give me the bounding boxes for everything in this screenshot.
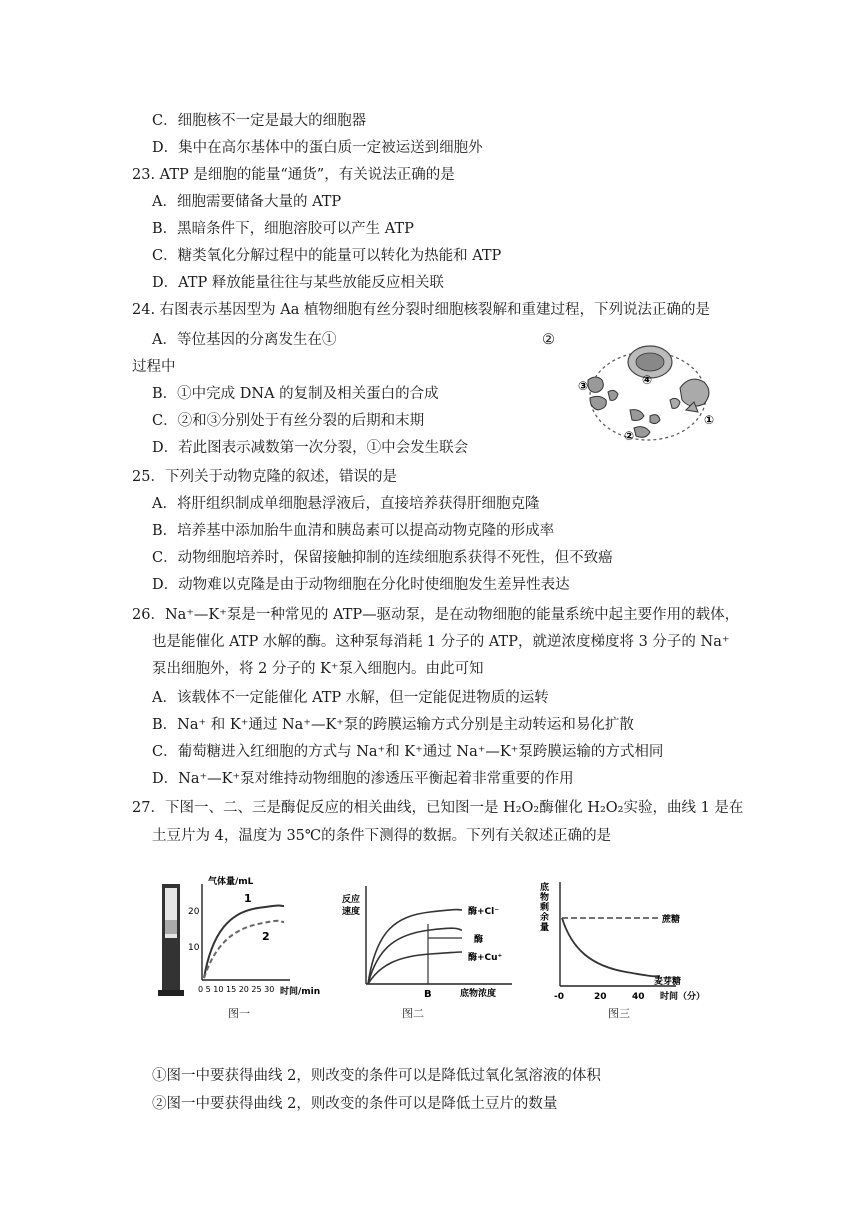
option-25d: D．动物难以克隆是由于动物细胞在分化时使细胞发生差异性表达 (152, 577, 570, 593)
figure-3-caption: 图三 (608, 1007, 630, 1020)
option-26c: C．葡萄糖进入红细胞的方式与 Na⁺和 K⁺通过 Na⁺—K⁺泵跨膜运输的方式相同 (152, 744, 664, 760)
figure-1-chart (158, 872, 338, 1002)
fig1-xlabel: 时间/min (280, 987, 321, 997)
fig2-xlabel: 底物浓度 (460, 989, 497, 999)
fig3-ylabel-4: 余 (540, 913, 550, 923)
cell-label-2: ② (624, 429, 635, 443)
option-25b: B．培养基中添加胎牛血清和胰岛素可以提高动物克隆的形成率 (152, 523, 555, 539)
option-26b: B．Na⁺ 和 K⁺通过 Na⁺—K⁺泵的跨膜运输方式分别是主动转运和易化扩散 (152, 717, 634, 733)
fig3-ylabel-2: 物 (540, 893, 550, 903)
fig3-xlabel: 时间（分） (660, 992, 706, 1002)
fig3-ylabel-5: 量 (540, 923, 550, 933)
figure-1-caption: 图一 (228, 1007, 250, 1020)
option-23d: D．ATP 释放能量往往与某些放能反应相关联 (152, 275, 444, 291)
nucleus-cycle-figure (568, 340, 728, 452)
option-24a: A．等位基因的分离发生在① (152, 332, 337, 348)
fig3-ylabel-1: 底 (540, 883, 550, 893)
figure-3-chart (536, 878, 716, 1002)
tube-mark-20: 20 (188, 907, 200, 917)
cell-label-4: ④ (642, 373, 653, 387)
option-24b: B．①中完成 DNA 的复制及相关蛋白的合成 (152, 386, 439, 402)
option-24a-mark: ② (542, 332, 555, 348)
question-27-line2: 土豆片为 4，温度为 35℃的条件下测得的数据。下列有关叙述正确的是 (152, 828, 612, 844)
option-23a: A．细胞需要储备大量的 ATP (152, 194, 342, 210)
fig2-series-cl: 酶+Cl⁻ (468, 907, 499, 917)
question-26-line3: 泵出细胞外，将 2 分子的 K⁺泵入细胞内。由此可知 (152, 661, 484, 677)
option-25a: A．将肝组织制成单细胞悬浮液后，直接培养获得肝细胞克隆 (152, 496, 540, 512)
fig1-ylabel: 气体量/mL (208, 877, 254, 887)
option-22c: C．细胞核不一定是最大的细胞器 (152, 113, 367, 129)
figure-2-chart (340, 880, 530, 1002)
fig3-xtick-0: -0 (554, 992, 564, 1002)
fig1-curve-1-label: 1 (244, 892, 252, 905)
fig1-xticks: 0 5 10 15 20 25 30 (198, 985, 275, 994)
option-24c: C．②和③分别处于有丝分裂的后期和末期 (152, 413, 425, 429)
question-23: 23. ATP 是细胞的能量“通货”，有关说法正确的是 (132, 167, 455, 183)
fig3-xtick-40: 40 (632, 992, 645, 1002)
question-26-line2: 也是能催化 ATP 水解的酶。这种泵每消耗 1 分子的 ATP，就逆浓度梯度将 3 分子的 Na⁺ (152, 634, 730, 650)
fig2-series-enzyme: 酶 (474, 935, 484, 945)
option-25c: C．动物细胞培养时，保留接触抑制的连续细胞系获得不死性，但不致癌 (152, 550, 613, 566)
option-26d: D．Na⁺—K⁺泵对维持动物细胞的渗透压平衡起着非常重要的作用 (152, 771, 574, 787)
fig2-series-cu: 酶+Cu⁺ (468, 953, 503, 963)
option-24d: D．若此图表示减数第一次分裂，①中会发生联会 (152, 440, 469, 456)
fig3-ylabel-3: 剩 (540, 903, 550, 913)
question-26-line1: 26．Na⁺—K⁺泵是一种常见的 ATP—驱动泵，是在动物细胞的能量系统中起主要作用的载体， (132, 607, 740, 623)
fig2-xmark: B (424, 989, 432, 1000)
fig3-series-maltose: 麦芽糖 (654, 977, 682, 987)
option-23b: B．黑暗条件下，细胞溶胶可以产生 ATP (152, 221, 414, 237)
fig2-ylabel-1: 反应 (342, 895, 361, 905)
fig2-ylabel-2: 速度 (342, 907, 361, 917)
option-23c: C．糖类氧化分解过程中的能量可以转化为热能和 ATP (152, 248, 502, 264)
question-24: 24. 右图表示基因型为 Aa 植物细胞有丝分裂时细胞核裂解和重建过程，下列说法正确的是 (132, 302, 711, 318)
statement-1: ①图一中要获得曲线 2，则改变的条件可以是降低过氧化氢溶液的体积 (152, 1068, 601, 1084)
fig1-curve-2-label: 2 (262, 930, 270, 943)
option-22d: D．集中在高尔基体中的蛋白质一定被运送到细胞外 (152, 140, 483, 156)
tube-mark-10: 10 (188, 943, 200, 953)
figure-2-caption: 图二 (402, 1007, 424, 1020)
cell-label-3: ③ (578, 379, 589, 393)
fig3-xtick-20: 20 (594, 992, 607, 1002)
fig3-series-sucrose: 蔗糖 (662, 915, 681, 925)
option-24a-cont: 过程中 (132, 359, 176, 375)
question-27-line1: 27．下图一、二、三是酶促反应的相关曲线，已知图一是 H₂O₂酶催化 H₂O₂实验，曲线 1 是在 (132, 800, 744, 816)
question-25: 25．下列关于动物克隆的叙述，错误的是 (132, 469, 397, 485)
statement-2: ②图一中要获得曲线 2，则改变的条件可以是降低土豆片的数量 (152, 1096, 558, 1112)
option-26a: A．该载体不一定能催化 ATP 水解，但一定能促进物质的运转 (152, 690, 549, 706)
cell-label-1: ① (704, 413, 715, 427)
